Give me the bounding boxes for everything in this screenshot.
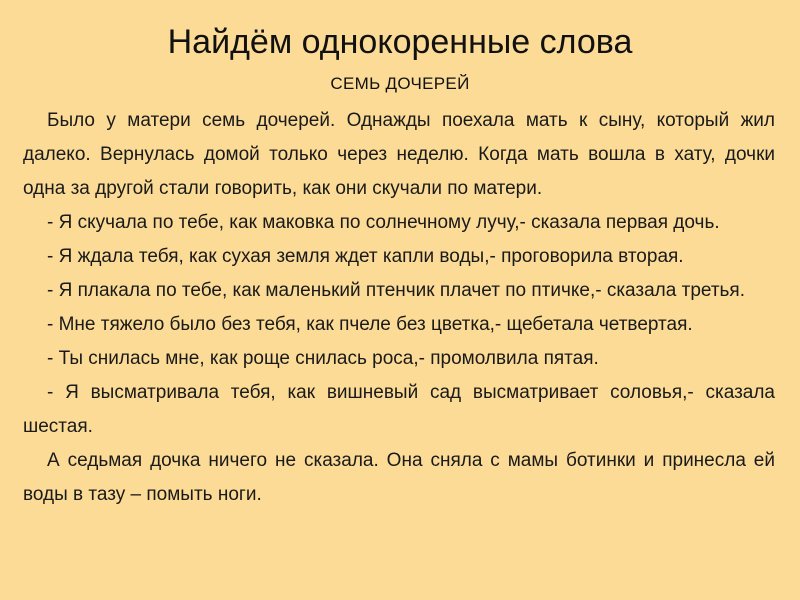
story-title: СЕМЬ ДОЧЕРЕЙ [330,74,470,93]
story-paragraph-first-daughter: - Я скучала по тебе, как маковка по солнечному лучу,- сказала первая дочь. [47,212,720,233]
slide-title: Найдём однокоренные слова [167,23,633,61]
story-paragraph-fifth-daughter: - Ты снилась мне, как роще снилась роса,- промолвила пятая. [47,348,599,369]
story-text [23,104,775,512]
story-paragraph-second-daughter: - Я ждала тебя, как сухая земля ждет капли воды,- проговорила вторая. [47,246,684,267]
story-paragraph-sixth-daughter: - Я высматривала тебя, как вишневый сад высматривает соловья,- сказала шестая. [23,382,775,437]
story-paragraph-intro: Было у матери семь дочерей. Однажды поехала мать к сыну, который жил далеко. Вернулась домой только через неделю. Когда мать вошла в хату, дочки одна за другой стали говорить, как они скучали по матери. [23,110,775,199]
story-paragraph-seventh-daughter: А седьмая дочка ничего не сказала. Она сняла с мамы ботинки и принесла ей воды в тазу – помыть ноги. [23,450,775,505]
story-paragraph-fourth-daughter: - Мне тяжело было без тебя, как пчеле без цветка,- щебетала четвертая. [47,314,693,335]
story-paragraph-third-daughter: - Я плакала по тебе, как маленький птенчик плачет по птичке,- сказала третья. [47,280,745,301]
